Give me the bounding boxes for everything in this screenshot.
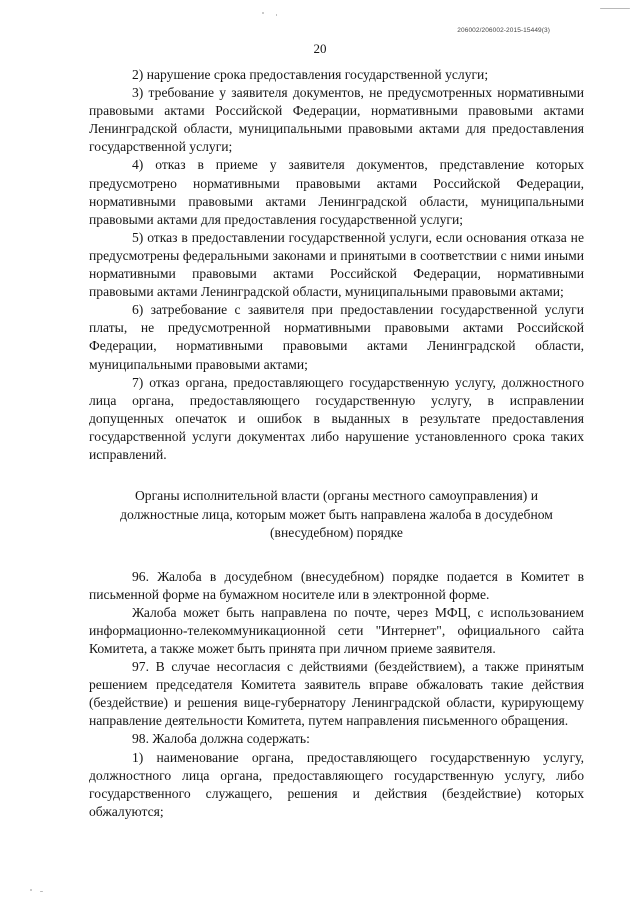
- scan-speck: [276, 14, 277, 16]
- document-number: 206002/206002-2015-15449(3): [457, 27, 550, 34]
- list-item: 7) отказ органа, предоставляющего государственную услугу, должностного лица органа, предоставляющего государственную услугу, в исправлении допущенных опечаток и ошибок в выданных в результате предоставления государственной услуги документах либо нарушение установленного срока таких исправлений.: [89, 374, 584, 462]
- list-item: 6) затребование с заявителя при предоставлении государственной услуги платы, не предусмотренной нормативными правовыми актами Российской Федерации, нормативными правовыми актами Ленинградской области, муниципальными правовыми актами;: [89, 302, 584, 372]
- scan-speck: [30, 889, 32, 891]
- scan-speck: [262, 12, 264, 14]
- list-item: 3) требование у заявителя документов, не предусмотренных нормативными правовыми актами Российской Федерации, нормативными правовыми актами Ленинградской области, муниципальными правовыми актами для предоставления государственной услуги;: [89, 85, 584, 155]
- list-item: 1) наименование органа, предоставляющего государственную услугу, должностного лица органа, предоставляющего государственную услугу, либо государственного служащего, решения и действия (бездействие) которых обжалуются;: [89, 749, 584, 819]
- list-item: 4) отказ в приеме у заявителя документов, представление которых предусмотрено нормативными правовыми актами Российской Федерации, нормативными правовыми актами Ленинградской области, муниципальными правовыми актами для предоставления государственной услуги;: [89, 157, 584, 227]
- page-number: 20: [313, 41, 327, 56]
- list-item: 5) отказ в предоставлении государственной услуги, если основания отказа не предусмотрены федеральными законами и принятыми в соответствии с ними иными нормативными правовыми актами Российской Федерации, нормативными правовыми актами Ленинградской области, муниципальными правовыми актами;: [89, 229, 584, 300]
- list-item: 2) нарушение срока предоставления государственной услуги;: [132, 67, 489, 82]
- scan-speck: [40, 891, 43, 892]
- section-heading: Органы исполнительной власти (органы местного самоуправления) и должностные лица, которым может быть направлена жалоба в досудебном (внесудебном) порядке: [120, 488, 553, 541]
- scan-speck: [600, 8, 630, 9]
- paragraph: 96. Жалоба в досудебном (внесудебном) порядке подается в Комитет в письменной форме на бумажном носителе или в электронной форме.: [89, 568, 584, 602]
- document-body: [89, 66, 584, 821]
- paragraph: 98. Жалоба должна содержать:: [132, 731, 310, 747]
- paragraph: Жалоба может быть направлена по почте, через МФЦ, с использованием информационно-телекоммуникационной сети "Интернет", официального сайта Комитета, а также может быть принята при личном приеме заявителя.: [89, 604, 584, 656]
- paragraph: 97. В случае несогласия с действиями (бездействием), а также принятым решением председателя Комитета заявитель вправе обжаловать такие действия (бездействие) и решения вице-губернатору Ленинградской области, курирующему направление деятельности Комитета, путем направления письменного обращения.: [89, 659, 584, 729]
